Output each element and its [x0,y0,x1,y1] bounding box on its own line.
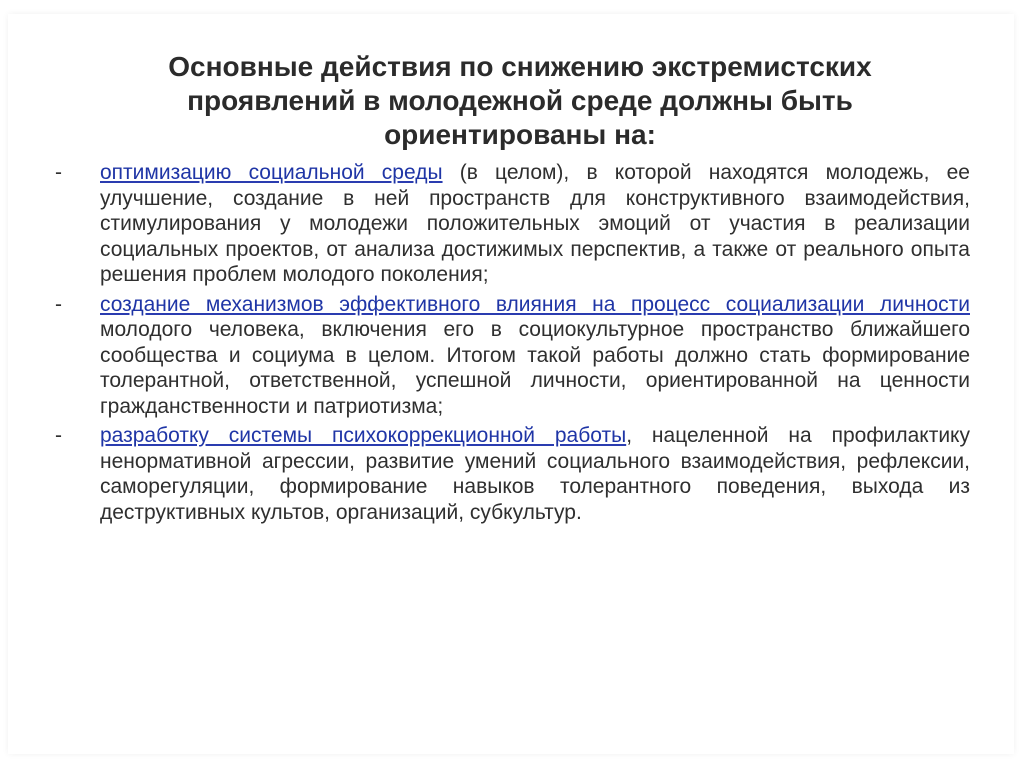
link-psychocorrection-system[interactable]: разработку системы психокоррекционной работы [100,424,627,447]
list-item-mechanisms [55,292,970,420]
title-line-2: проявлений в молодежной среде должны быть [187,85,853,116]
slide-title [80,50,960,152]
action-list [55,160,970,529]
title-line-1: Основные действия по снижению экстремистских [168,51,872,82]
list-item-text: (в целом), в которой находятся молодежь, ее улучшение, создание в ней пространств для конструктивного взаимодействия, стимулирования у молодежи положительных эмоций от участия в реализации социальных проектов, от анализа достижимых перспектив, а также от реального опыта решения проблем молодого поколения; [100,161,970,286]
list-item-psychocorrection [55,423,970,525]
list-bullet: - [55,424,62,447]
link-social-environment[interactable]: оптимизацию социальной среды [100,161,443,184]
list-item-text: молодого человека, включения его в социокультурное пространство ближайшего сообщества и социума в целом. Итогом такой работы должно стать формирование толерантной, ответственной, успешной личности, ориентированной на ценности гражданственности и патриотизма; [100,318,970,418]
list-item-text: , нацеленной на профилактику ненормативной агрессии, развитие умений социального взаимодействия, рефлексии, саморегуляции, формирование навыков толерантного поведения, выхода из деструктивных культов, организаций, субкультур. [100,424,970,524]
list-bullet: - [55,161,62,184]
list-bullet: - [55,292,62,316]
title-line-3: ориентированы на: [384,119,656,150]
link-socialization-mechanisms[interactable]: создание механизмов эффективного влияния на процесс социализации личности [100,292,970,316]
list-item-optimization [55,160,970,288]
